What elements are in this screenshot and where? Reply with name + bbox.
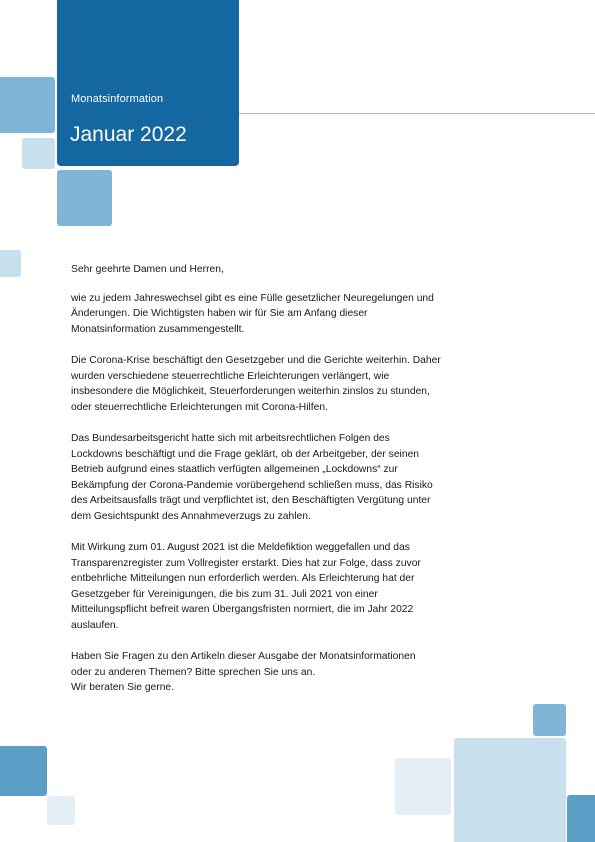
paragraph: Das Bundesarbeitsgericht hatte sich mit arbeitsrechtlichen Folgen des Lockdowns beschäftigt und die Frage geklärt, ob der Arbeitgeber, der seinen Betrieb aufgrund eines staatlich verfügten allgemeinen „Lockdowns“ zur Bekämpfung der Corona-Pandemie vorübergehend schließen muss, das Risiko des Arbeitsausfalls trägt und verpflichtet ist, den Beschäftigten Vergütung unter dem Gesichtspunkt des Annahmeverzugs zu zahlen.: [71, 432, 433, 522]
closing-line: Wir beraten Sie gerne.: [71, 682, 175, 694]
paragraph: Die Corona-Krise beschäftigt den Gesetzgeber und die Gerichte weiterhin. Daher wurden verschiedene steuerrechtliche Erleichterungen verlängert, wie insbesondere die Möglichkeit, Steuerforderungen weiterhin zinslos zu stunden, oder steuerrechtliche Erleichterungen mit Corona-Hilfen.: [71, 354, 441, 413]
decor-square: [57, 170, 112, 226]
decor-square: [395, 758, 451, 815]
letter-body: [71, 262, 443, 696]
closing: [71, 649, 443, 696]
decor-square: [47, 796, 75, 825]
paragraph: wie zu jedem Jahreswechsel gibt es eine Fülle gesetzlicher Neuregelungen und Änderungen. Die Wichtigsten haben wir für Sie am Anfang dieser Monatsinformation zusammengestellt.: [71, 292, 434, 335]
closing-line: oder zu anderen Themen? Bitte sprechen Sie uns an.: [71, 666, 316, 678]
decor-square: [0, 250, 21, 277]
decor-square: [567, 795, 595, 842]
decor-square: [454, 738, 566, 842]
decor-square: [0, 746, 47, 796]
header-divider: [239, 113, 595, 114]
page-title: Januar 2022: [70, 123, 187, 146]
header-label: Monatsinformation: [71, 93, 164, 105]
paragraph: Mit Wirkung zum 01. August 2021 ist die Meldefiktion weggefallen und das Transparenzregister zum Vollregister erstarkt. Dies hat zur Folge, dass zuvor entbehrliche Mitteilungen nun erforderlich werden. Als Erleichterung hat der Gesetzgeber für Vereinigungen, die bis zum 31. Juli 2021 von einer Mitteilungspflicht befreit waren Übergangsfristen normiert, die im Jahr 2022 auslaufen.: [71, 542, 421, 632]
salutation: Sehr geehrte Damen und Herren,: [71, 264, 224, 275]
decor-square: [0, 77, 55, 133]
closing-line: Haben Sie Fragen zu den Artikeln dieser Ausgabe der Monatsinformationen: [71, 651, 416, 663]
decor-square: [533, 704, 566, 736]
decor-square: [22, 138, 55, 169]
